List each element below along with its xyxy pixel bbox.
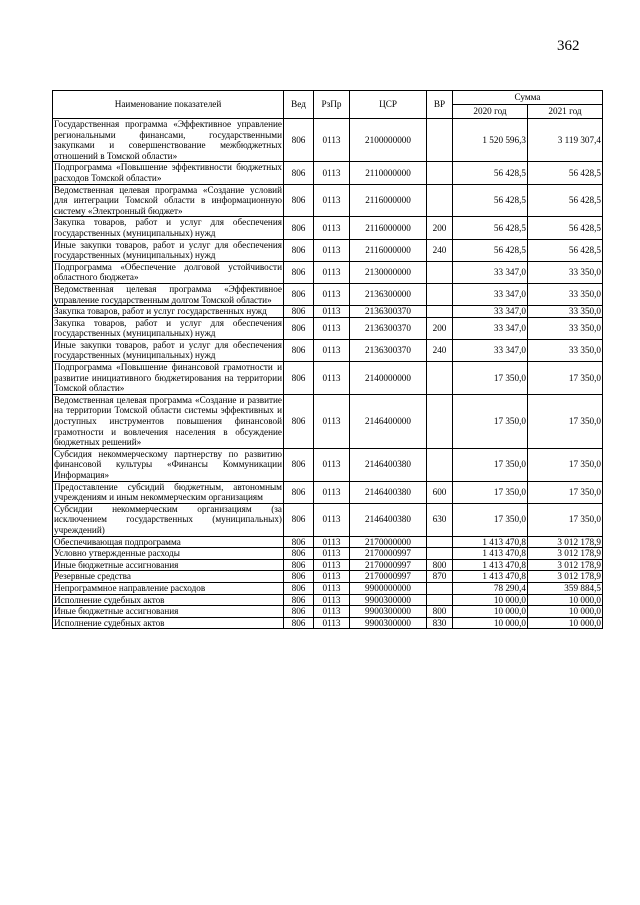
- cell-vr: [427, 448, 453, 481]
- cell-csr: 2170000997: [350, 571, 427, 583]
- cell-y2021: 56 428,5: [528, 184, 603, 217]
- cell-y2020: 56 428,5: [453, 162, 528, 184]
- cell-rzpr: 0113: [314, 571, 350, 583]
- cell-y2020: 17 350,0: [453, 503, 528, 536]
- cell-ved: 806: [284, 503, 314, 536]
- cell-y2020: 10 000,0: [453, 594, 528, 606]
- cell-ved: 806: [284, 283, 314, 305]
- cell-name: Исполнение судебных актов: [53, 594, 284, 606]
- cell-y2020: 56 428,5: [453, 239, 528, 261]
- cell-name: Подпрограмма «Повышение эффективности бюджетных расходов Томской области»: [54, 162, 282, 183]
- cell-rzpr: 0113: [314, 606, 350, 618]
- cell-csr: 2146400000: [350, 394, 427, 448]
- cell-ved: 806: [284, 261, 314, 283]
- cell-y2021: 3 012 178,9: [528, 571, 603, 583]
- cell-y2021: 17 350,0: [528, 362, 603, 395]
- cell-y2021: 3 012 178,9: [528, 548, 603, 560]
- cell-y2021: 33 350,0: [528, 339, 603, 361]
- cell-rzpr: 0113: [314, 362, 350, 395]
- cell-name: Подпрограмма «Повышение финансовой грамотности и развитие инициативного бюджетирования на территории Томской области»: [54, 362, 282, 394]
- cell-y2020: 33 347,0: [453, 306, 528, 318]
- cell-y2020: 1 413 470,8: [453, 548, 528, 560]
- cell-y2020: 1 520 596,3: [453, 119, 528, 162]
- cell-vr: [427, 261, 453, 283]
- cell-csr: 2170000997: [350, 559, 427, 571]
- cell-csr: 2136300370: [350, 306, 427, 318]
- cell-ved: 806: [284, 339, 314, 361]
- cell-name: Предоставление субсидий бюджетным, автономным учреждениям и иным некоммерческим организациям: [54, 481, 282, 503]
- table-row: [53, 481, 603, 503]
- table-row: [53, 582, 603, 594]
- cell-y2020: 56 428,5: [453, 217, 528, 239]
- cell-ved: 806: [284, 582, 314, 594]
- cell-y2020: 1 413 470,8: [453, 571, 528, 583]
- cell-rzpr: 0113: [314, 548, 350, 560]
- cell-y2021: 33 350,0: [528, 317, 603, 339]
- cell-y2020: 33 347,0: [453, 283, 528, 305]
- cell-ved: 806: [284, 306, 314, 318]
- table-row: [53, 559, 603, 571]
- table-row: [53, 362, 603, 395]
- cell-vr: [427, 119, 453, 162]
- header-ved: Вед: [284, 91, 314, 119]
- cell-y2021: 17 350,0: [528, 503, 603, 536]
- cell-name: Иные бюджетные ассигнования: [53, 559, 284, 571]
- cell-name: Иные закупки товаров, работ и услуг для обеспечения государственных (муниципальных) нужд: [54, 239, 282, 261]
- cell-ved: 806: [284, 394, 314, 448]
- cell-y2020: 17 350,0: [453, 448, 528, 481]
- table-row: [53, 217, 603, 239]
- cell-vr: [427, 548, 453, 560]
- cell-vr: [427, 582, 453, 594]
- cell-y2020: 33 347,0: [453, 261, 528, 283]
- cell-name: Субсидии некоммерческим организациям (за исключением государственных (муниципальных) учреждений): [54, 503, 282, 535]
- cell-vr: 600: [427, 481, 453, 503]
- table-row: [53, 283, 603, 305]
- cell-csr: 2136300370: [350, 317, 427, 339]
- cell-ved: 806: [284, 571, 314, 583]
- cell-y2021: 33 350,0: [528, 261, 603, 283]
- cell-ved: 806: [284, 239, 314, 261]
- cell-y2021: 17 350,0: [528, 394, 603, 448]
- cell-vr: 800: [427, 606, 453, 618]
- cell-name: Субсидия некоммерческому партнерству по развитию финансовой культуры «Финансы Коммуникации Информация»: [54, 448, 282, 480]
- cell-vr: [427, 306, 453, 318]
- cell-name: Непрограммное направление расходов: [53, 582, 284, 594]
- cell-csr: 9900300000: [350, 617, 427, 629]
- cell-vr: [427, 362, 453, 395]
- cell-name: Условно утвержденные расходы: [53, 548, 284, 560]
- cell-ved: 806: [284, 548, 314, 560]
- cell-ved: 806: [284, 617, 314, 629]
- cell-vr: [427, 283, 453, 305]
- table-row: [53, 317, 603, 339]
- table-row: [53, 594, 603, 606]
- cell-ved: 806: [284, 362, 314, 395]
- cell-name: Иные бюджетные ассигнования: [53, 606, 284, 618]
- cell-y2021: 56 428,5: [528, 162, 603, 184]
- header-year-2021: 2021 год: [528, 105, 603, 119]
- cell-vr: [427, 536, 453, 548]
- cell-vr: [427, 184, 453, 217]
- cell-y2020: 78 290,4: [453, 582, 528, 594]
- cell-y2021: 17 350,0: [528, 481, 603, 503]
- header-name: Наименование показателей: [53, 91, 284, 119]
- cell-csr: 2136300370: [350, 339, 427, 361]
- cell-ved: 806: [284, 119, 314, 162]
- cell-name: Исполнение судебных актов: [53, 617, 284, 629]
- cell-vr: 200: [427, 317, 453, 339]
- cell-rzpr: 0113: [314, 536, 350, 548]
- cell-csr: 2136300000: [350, 283, 427, 305]
- cell-rzpr: 0113: [314, 119, 350, 162]
- cell-ved: 806: [284, 448, 314, 481]
- cell-ved: 806: [284, 317, 314, 339]
- cell-name: Закупка товаров, работ и услуг государственных нужд: [53, 306, 284, 318]
- cell-ved: 806: [284, 606, 314, 618]
- cell-vr: 870: [427, 571, 453, 583]
- cell-ved: 806: [284, 559, 314, 571]
- table-row: [53, 394, 603, 448]
- cell-rzpr: 0113: [314, 617, 350, 629]
- cell-csr: 2110000000: [350, 162, 427, 184]
- table-row: [53, 448, 603, 481]
- cell-rzpr: 0113: [314, 481, 350, 503]
- cell-csr: 2146400380: [350, 503, 427, 536]
- cell-rzpr: 0113: [314, 594, 350, 606]
- header-vr: ВР: [427, 91, 453, 119]
- table-row: [53, 184, 603, 217]
- cell-csr: 9900300000: [350, 594, 427, 606]
- cell-ved: 806: [284, 481, 314, 503]
- cell-csr: 2116000000: [350, 184, 427, 217]
- cell-name: Ведомственная целевая программа «Создание и развитие на территории Томской области системы эффективных и доступных инструментов повышения финансовой грамотности и вовлечения населения в обсуждение бюджетных решений»: [54, 394, 282, 448]
- cell-y2020: 33 347,0: [453, 339, 528, 361]
- cell-name: Иные закупки товаров, работ и услуг для обеспечения государственных (муниципальных) нужд: [54, 339, 282, 361]
- cell-ved: 806: [284, 217, 314, 239]
- cell-y2020: 17 350,0: [453, 362, 528, 395]
- cell-rzpr: 0113: [314, 339, 350, 361]
- cell-y2021: 56 428,5: [528, 239, 603, 261]
- cell-y2021: 359 884,5: [528, 582, 603, 594]
- cell-rzpr: 0113: [314, 162, 350, 184]
- cell-y2021: 3 119 307,4: [528, 119, 603, 162]
- cell-csr: 2170000000: [350, 536, 427, 548]
- cell-ved: 806: [284, 594, 314, 606]
- header-csr: ЦСР: [350, 91, 427, 119]
- cell-rzpr: 0113: [314, 448, 350, 481]
- table-row: [53, 617, 603, 629]
- cell-csr: 9900300000: [350, 606, 427, 618]
- cell-csr: 9900000000: [350, 582, 427, 594]
- cell-y2021: 56 428,5: [528, 217, 603, 239]
- table-row: [53, 571, 603, 583]
- cell-name: Подпрограмма «Обеспечение долговой устойчивости областного бюджета»: [54, 261, 282, 283]
- cell-rzpr: 0113: [314, 582, 350, 594]
- cell-ved: 806: [284, 162, 314, 184]
- cell-csr: 2146400380: [350, 481, 427, 503]
- cell-csr: 2170000997: [350, 548, 427, 560]
- cell-name: Обеспечивающая подпрограмма: [53, 536, 284, 548]
- cell-name: Ведомственная целевая программа «Эффективное управление государственным долгом Томской области»: [54, 283, 282, 305]
- cell-name: Закупка товаров, работ и услуг для обеспечения государственных (муниципальных) нужд: [54, 217, 282, 238]
- cell-y2020: 10 000,0: [453, 617, 528, 629]
- cell-rzpr: 0113: [314, 217, 350, 239]
- cell-ved: 806: [284, 536, 314, 548]
- table-row: [53, 306, 603, 318]
- cell-name: Государственная программа «Эффективное управление региональными финансами, государственными закупками и совершенствование межбюджетных отношений в Томской области»: [54, 119, 282, 161]
- cell-vr: 200: [427, 217, 453, 239]
- cell-name: Закупка товаров, работ и услуг для обеспечения государственных (муниципальных) нужд: [54, 317, 282, 339]
- cell-y2021: 3 012 178,9: [528, 536, 603, 548]
- cell-csr: 2140000000: [350, 362, 427, 395]
- cell-vr: 240: [427, 239, 453, 261]
- cell-csr: 2130000000: [350, 261, 427, 283]
- table-row: [53, 162, 603, 184]
- header-sum: Сумма: [453, 91, 603, 105]
- cell-y2020: 10 000,0: [453, 606, 528, 618]
- cell-rzpr: 0113: [314, 503, 350, 536]
- cell-y2020: 33 347,0: [453, 317, 528, 339]
- table-row: [53, 503, 603, 536]
- table-row: [53, 606, 603, 618]
- cell-y2020: 1 413 470,8: [453, 536, 528, 548]
- cell-y2020: 17 350,0: [453, 394, 528, 448]
- cell-ved: 806: [284, 184, 314, 217]
- cell-rzpr: 0113: [314, 306, 350, 318]
- cell-y2021: 10 000,0: [528, 606, 603, 618]
- cell-y2021: 33 350,0: [528, 283, 603, 305]
- table-row: [53, 548, 603, 560]
- cell-y2021: 10 000,0: [528, 594, 603, 606]
- table-row: [53, 119, 603, 162]
- cell-csr: 2100000000: [350, 119, 427, 162]
- cell-y2021: 33 350,0: [528, 306, 603, 318]
- table-row: [53, 239, 603, 261]
- cell-csr: 2146400380: [350, 448, 427, 481]
- cell-y2020: 17 350,0: [453, 481, 528, 503]
- cell-name: Ведомственная целевая программа «Создание условий для интеграции Томской области в информационную систему «Электронный бюджет»: [54, 184, 282, 216]
- cell-vr: [427, 594, 453, 606]
- cell-y2021: 10 000,0: [528, 617, 603, 629]
- cell-y2020: 1 413 470,8: [453, 559, 528, 571]
- cell-rzpr: 0113: [314, 394, 350, 448]
- cell-vr: 240: [427, 339, 453, 361]
- cell-vr: [427, 394, 453, 448]
- cell-vr: 800: [427, 559, 453, 571]
- cell-rzpr: 0113: [314, 239, 350, 261]
- cell-vr: 830: [427, 617, 453, 629]
- cell-rzpr: 0113: [314, 317, 350, 339]
- table-row: [53, 261, 603, 283]
- cell-csr: 2116000000: [350, 239, 427, 261]
- cell-y2021: 3 012 178,9: [528, 559, 603, 571]
- budget-table: [52, 90, 603, 629]
- cell-y2020: 56 428,5: [453, 184, 528, 217]
- cell-vr: 630: [427, 503, 453, 536]
- table-row: [53, 339, 603, 361]
- cell-name: Резервные средства: [53, 571, 284, 583]
- cell-vr: [427, 162, 453, 184]
- header-rzpr: РзПр: [314, 91, 350, 119]
- cell-rzpr: 0113: [314, 261, 350, 283]
- cell-y2021: 17 350,0: [528, 448, 603, 481]
- cell-rzpr: 0113: [314, 184, 350, 217]
- header-year-2020: 2020 год: [453, 105, 528, 119]
- cell-rzpr: 0113: [314, 283, 350, 305]
- page-number: 362: [557, 38, 580, 54]
- cell-csr: 2116000000: [350, 217, 427, 239]
- cell-rzpr: 0113: [314, 559, 350, 571]
- table-row: [53, 536, 603, 548]
